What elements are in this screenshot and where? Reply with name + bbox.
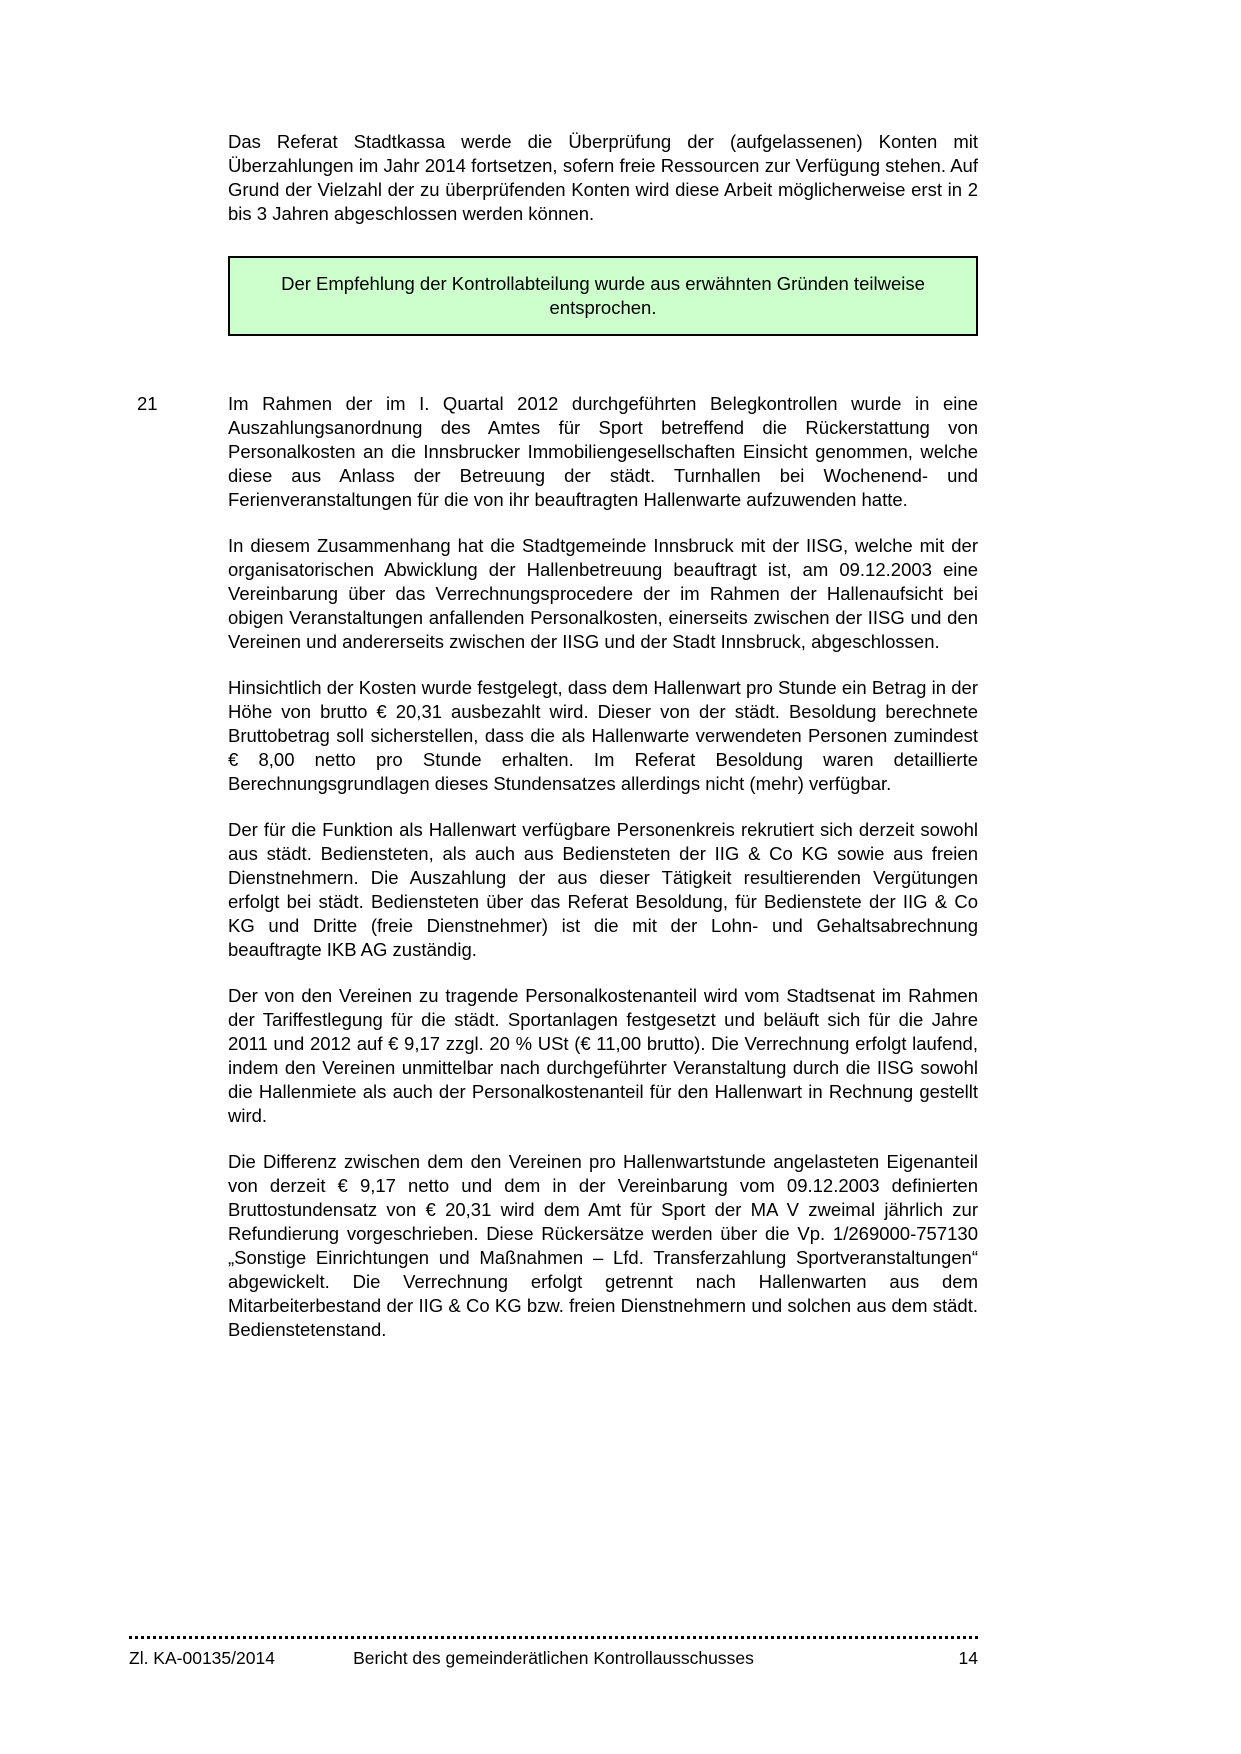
footer-row: [129, 1646, 978, 1670]
intro-paragraph: Das Referat Stadtkassa werde die Überprüfung der (aufgelassenen) Konten mit Überzahlungen im Jahr 2014 fortsetzen, sofern freie Ressourcen zur Verfügung stehen. Auf Grund der Vielzahl der zu überprüfenden Konten wird diese Arbeit möglicherweise erst in 2 bis 3 Jahren abgeschlossen werden können.: [228, 131, 978, 224]
paragraph: Hinsichtlich der Kosten wurde festgelegt, dass dem Hallenwart pro Stunde ein Betrag in der Höhe von brutto € 20,31 ausbezahlt wird. Dieser von der städt. Besoldung berechnete Bruttobetrag soll sicherstellen, dass die als Hallenwarte verwendeten Personen zumindest € 8,00 netto pro Stunde erhalten. Im Referat Besoldung waren detaillierte Berechnungsgrundlagen dieses Stundensatzes allerdings nicht (mehr) verfügbar.: [228, 677, 978, 794]
paragraph: Im Rahmen der im I. Quartal 2012 durchgeführten Belegkontrollen wurde in eine Auszahlungsanordnung des Amtes für Sport betreffend die Rückerstattung von Personalkosten an die Innsbrucker Immobiliengesellschaften Einsicht genommen, welche diese aus Anlass der Betreuung der städt. Turnhallen bei Wochenend- und Ferienveranstaltungen für die von ihr beauftragten Hallenwarte aufzuwenden hatte.: [228, 393, 978, 510]
footer-title: Bericht des gemeinderätlichen Kontrollausschusses: [353, 1648, 754, 1668]
footer-reference: Zl. KA-00135/2014: [129, 1648, 275, 1668]
section-21: [137, 392, 978, 1342]
footer-page-number: 14: [958, 1648, 978, 1668]
page-footer: [129, 1636, 978, 1670]
paragraph: In diesem Zusammenhang hat die Stadtgemeinde Innsbruck mit der IISG, welche mit der organisatorischen Abwicklung der Hallenbetreuung beauftragt ist, am 09.12.2003 eine Vereinbarung über das Verrechnungsprocedere der im Rahmen der Hallenaufsicht bei obigen Veranstaltungen anfallenden Personalkosten, einerseits zwischen der IISG und den Vereinen und andererseits zwischen der IISG und der Stadt Innsbruck, abgeschlossen.: [228, 535, 978, 652]
paragraph: Der von den Vereinen zu tragende Personalkostenanteil wird vom Stadtsenat im Rahmen der Tariffestlegung für die städt. Sportanlagen festgesetzt und beläuft sich für die Jahre 2011 und 2012 auf € 9,17 zzgl. 20 % USt (€ 11,00 brutto). Die Verrechnung erfolgt laufend, indem den Vereinen unmittelbar nach durchgeführter Veranstaltung durch die IISG sowohl die Hallenmiete als auch der Personalkostenanteil für den Hallenwart in Rechnung gestellt wird.: [228, 985, 978, 1126]
paragraph: Der für die Funktion als Hallenwart verfügbare Personenkreis rekrutiert sich derzeit sowohl aus städt. Bediensteten, als auch aus Bediensteten der IIG & Co KG sowie aus freien Dienstnehmern. Die Auszahlung der aus dieser Tätigkeit resultierenden Vergütungen erfolgt bei städt. Bediensteten über das Referat Besoldung, für Bedienstete der IIG & Co KG und Dritte (freie Dienstnehmer) ist die mit der Lohn- und Gehaltsabrechnung beauftragte IKB AG zuständig.: [228, 819, 978, 960]
section-number: 21: [137, 393, 158, 414]
footer-divider: [129, 1636, 978, 1639]
recommendation-box: [228, 256, 978, 336]
recommendation-text: Der Empfehlung der Kontrollabteilung wurde aus erwähnten Gründen teilweise entsprochen.: [281, 273, 925, 318]
paragraph: Die Differenz zwischen dem den Vereinen pro Hallenwartstunde angelasteten Eigenanteil von derzeit € 9,17 netto und dem in der Vereinbarung vom 09.12.2003 definierten Bruttostundensatz von € 20,31 wird dem Amt für Sport der MA V zweimal jährlich zur Refundierung vorgeschrieben. Diese Rückersätze werden über die Vp. 1/269000-757130 „Sonstige Einrichtungen und Maßnahmen – Lfd. Transferzahlung Sportveranstaltungen“ abgewickelt. Die Verrechnung erfolgt getrennt nach Hallenwarten aus dem Mitarbeiterbestand der IIG & Co KG bzw. freien Dienstnehmern und solchen aus dem städt. Bedienstetenstand.: [228, 1151, 978, 1340]
page-content: [137, 130, 978, 1364]
